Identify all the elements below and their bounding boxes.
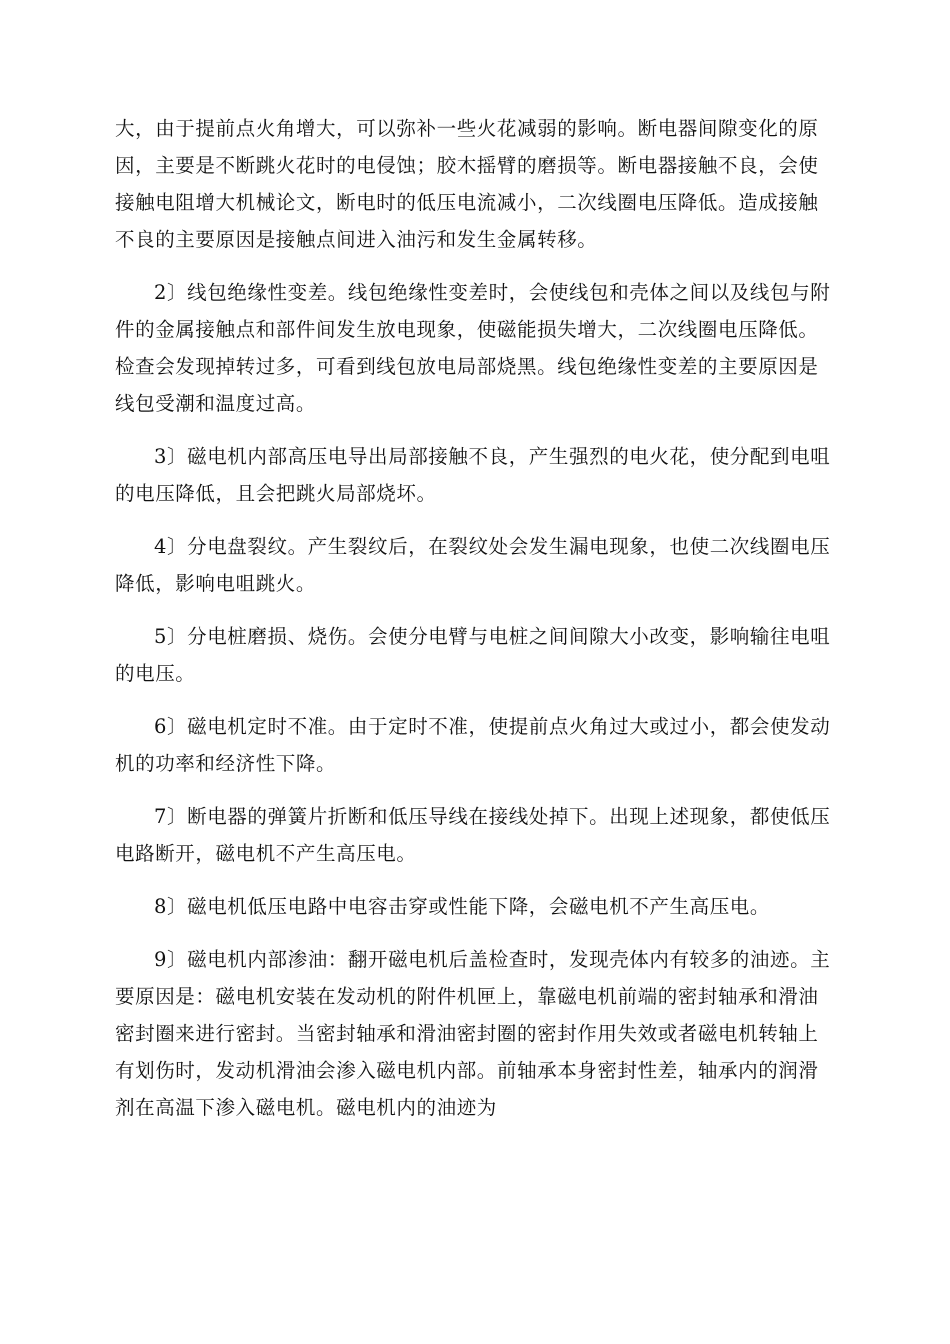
paragraph-continuation: 大，由于提前点火角增大，可以弥补一些火花减弱的影响。断电器间隙变化的原因，主要是不断跳火花时的电侵蚀；胶木摇臂的磨损等。断电器接触不良，会使接触电阻增大机械论文，断电时的低压电流减小，二次线圈电压降低。造成接触不良的主要原因是接触点间进入油污和发生金属转移。 [115, 117, 819, 251]
paragraph-item-2: 2〕线包绝缘性变差。线包绝缘性变差时，会使线包和壳体之间以及线包与附件的金属接触点和部件间发生放电现象，使磁能损失增大，二次线圈电压降低。检查会发现掉转过多，可看到线包放电局部烧黑。线包绝缘性变差的主要原因是线包受潮和温度过高。 [115, 281, 831, 415]
document-body [115, 110, 835, 1142]
paragraph-item-9: 9〕磁电机内部渗油：翻开磁电机后盖检查时，发现壳体内有较多的油迹。主要原因是：磁电机安装在发动机的附件机匣上，靠磁电机前端的密封轴承和滑油密封圈来进行密封。当密封轴承和滑油密封圈的密封作用失效或者磁电机转轴上有划伤时，发动机滑油会渗入磁电机内部。前轴承本身密封性差，轴承内的润滑剂在高温下渗入磁电机。磁电机内的油迹为 [115, 948, 831, 1119]
paragraph-item-5: 5〕分电桩磨损、烧伤。会使分电臂与电桩之间间隙大小改变，影响输往电咀的电压。 [115, 625, 831, 685]
paragraph-item-8: 8〕磁电机低压电路中电容击穿或性能下降，会磁电机不产生高压电。 [154, 895, 771, 918]
paragraph-item-3: 3〕磁电机内部高压电导出局部接触不良，产生强烈的电火花，使分配到电咀的电压降低，且会把跳火局部烧坏。 [115, 445, 831, 505]
paragraph-item-6: 6〕磁电机定时不准。由于定时不准，使提前点火角过大或过小，都会使发动机的功率和经济性下降。 [115, 715, 831, 775]
paragraph-item-7: 7〕断电器的弹簧片折断和低压导线在接线处掉下。出现上述现象，都使低压电路断开，磁电机不产生高压电。 [115, 805, 831, 865]
paragraph-item-4: 4〕分电盘裂纹。产生裂纹后，在裂纹处会发生漏电现象，也使二次线圈电压降低，影响电咀跳火。 [115, 535, 831, 595]
